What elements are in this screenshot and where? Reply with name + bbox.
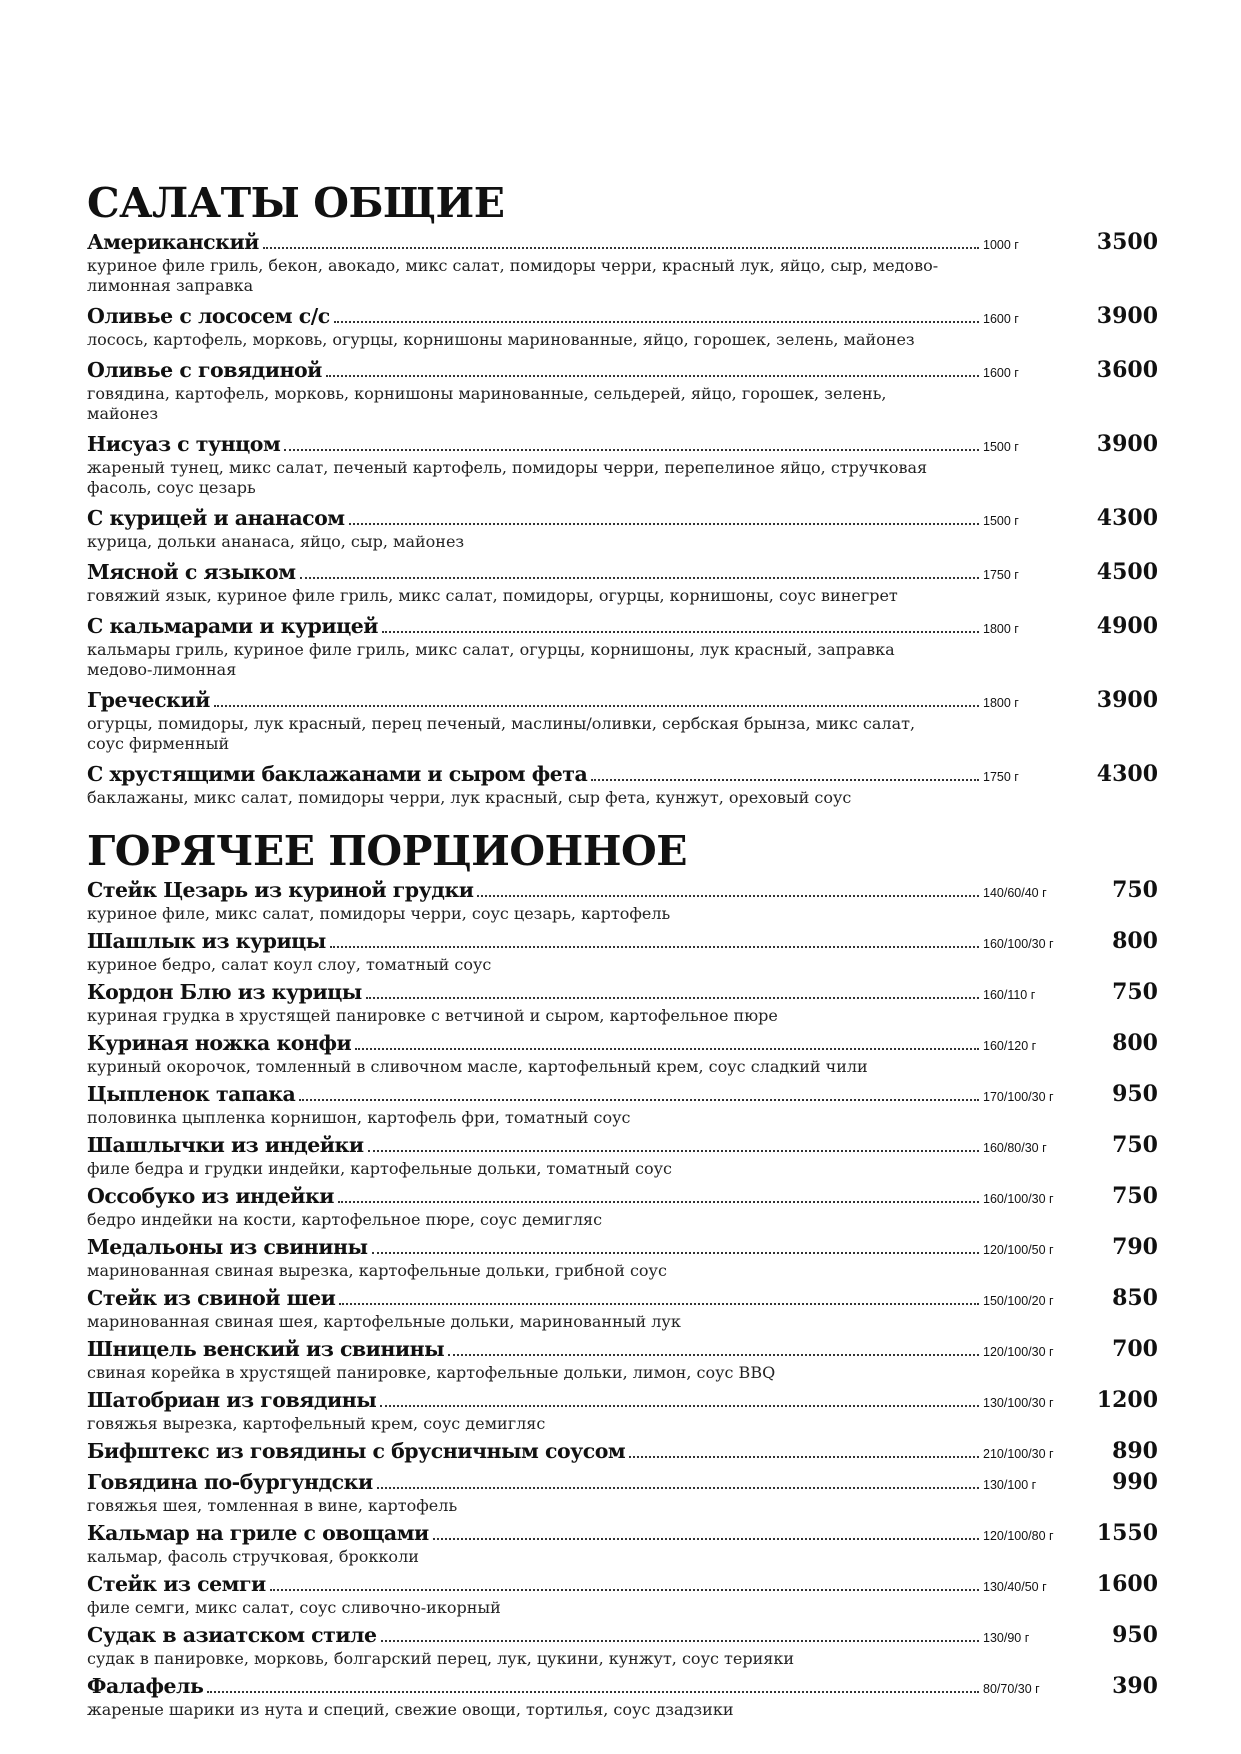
menu-item-price: 4500 — [1096, 559, 1158, 585]
menu-item-weight: 140/60/40 г — [983, 886, 1047, 900]
menu-item-line — [87, 1131, 1158, 1159]
menu-item-name: Греческий — [87, 688, 210, 712]
menu-item-price: 700 — [1112, 1336, 1158, 1362]
menu-item-description: свиная корейка в хрустящей панировке, картофельные дольки, лимон, соус BBQ — [87, 1363, 776, 1382]
dot-leader — [349, 523, 979, 525]
menu-item-line — [87, 504, 1158, 532]
dot-leader — [270, 1589, 979, 1591]
menu-item — [87, 978, 1158, 1026]
menu-item-name: Оливье с лососем с/с — [87, 304, 330, 328]
menu-item-weight: 120/100/30 г — [983, 1345, 1054, 1359]
menu-item-weight: 1750 г — [983, 770, 1019, 784]
menu-item-weight: 1000 г — [983, 238, 1019, 252]
dot-leader — [477, 895, 979, 897]
menu-item-line — [87, 430, 1158, 458]
dot-leader — [382, 631, 979, 633]
menu-item-weight: 210/100/30 г — [983, 1447, 1054, 1461]
section-title-salads: САЛАТЫ ОБЩИЕ — [87, 179, 505, 227]
menu-item-name: Медальоны из свинины — [87, 1235, 368, 1259]
menu-item-description: курица, дольки ананаса, яйцо, сыр, майонез — [87, 532, 465, 551]
menu-item — [87, 1621, 1158, 1669]
menu-item-price: 800 — [1112, 1030, 1158, 1056]
menu-item-price: 1200 — [1096, 1387, 1158, 1413]
menu-item-line — [87, 686, 1158, 714]
menu-item-line — [87, 558, 1158, 586]
menu-item-price: 1600 — [1096, 1571, 1158, 1597]
menu-item — [87, 1284, 1158, 1332]
menu-item-price: 3900 — [1096, 303, 1158, 329]
dot-leader — [591, 779, 979, 781]
menu-item — [87, 356, 1158, 424]
menu-item-weight: 80/70/30 г — [983, 1682, 1040, 1696]
menu-item-name: Куриная ножка конфи — [87, 1031, 352, 1055]
menu-item-line — [87, 927, 1158, 955]
menu-item-line — [87, 1519, 1158, 1547]
menu-item — [87, 927, 1158, 975]
menu-item-line — [87, 876, 1158, 904]
menu-item-weight: 160/100/30 г — [983, 937, 1054, 951]
menu-item-name: Шашлык из курицы — [87, 929, 326, 953]
menu-item-weight: 130/100 г — [983, 1478, 1037, 1492]
menu-item-price: 990 — [1112, 1469, 1158, 1495]
dot-leader — [299, 1099, 979, 1101]
menu-item-line — [87, 1284, 1158, 1312]
menu-item-price: 950 — [1112, 1622, 1158, 1648]
menu-item-price: 3600 — [1096, 357, 1158, 383]
dot-leader — [207, 1691, 979, 1693]
menu-item — [87, 1335, 1158, 1383]
dot-leader — [372, 1252, 979, 1254]
dot-leader — [355, 1048, 979, 1050]
dot-leader — [629, 1456, 979, 1458]
menu-item-price: 4900 — [1096, 613, 1158, 639]
menu-item-description: говяжья шея, томленная в вине, картофель — [87, 1496, 458, 1515]
menu-item-weight: 120/100/80 г — [983, 1529, 1054, 1543]
menu-item — [87, 558, 1158, 606]
hot-dishes-item-list — [87, 876, 1158, 1720]
menu-item-weight: 130/40/50 г — [983, 1580, 1047, 1594]
menu-item-name: С кальмарами и курицей — [87, 614, 378, 638]
menu-item-name: Оливье с говядиной — [87, 358, 322, 382]
menu-item-price: 4300 — [1096, 505, 1158, 531]
menu-item — [87, 1029, 1158, 1077]
menu-item — [87, 1570, 1158, 1618]
menu-item-description: жареные шарики из нута и специй, свежие овощи, тортилья, соус дзадзики — [87, 1700, 734, 1719]
menu-item-description: куриная грудка в хрустящей панировке с ветчиной и сыром, картофельное пюре — [87, 1006, 778, 1025]
menu-item-weight: 160/100/30 г — [983, 1192, 1054, 1206]
menu-item — [87, 430, 1158, 498]
menu-item-description: говяжий язык, куриное филе гриль, микс салат, помидоры, огурцы, корнишоны, соус винегрет — [87, 586, 898, 605]
dot-leader — [330, 946, 979, 948]
menu-item-description: маринованная свиная шея, картофельные дольки, маринованный лук — [87, 1312, 681, 1331]
menu-item-line — [87, 1468, 1158, 1496]
menu-item-price: 750 — [1112, 877, 1158, 903]
menu-item-price: 750 — [1112, 1183, 1158, 1209]
menu-item — [87, 686, 1158, 754]
menu-item-weight: 1600 г — [983, 366, 1019, 380]
menu-item-description: кальмар, фасоль стручковая, брокколи — [87, 1547, 419, 1566]
menu-item-weight: 160/80/30 г — [983, 1141, 1047, 1155]
menu-item-name: Оссобуко из индейки — [87, 1184, 334, 1208]
menu-item-price: 390 — [1112, 1673, 1158, 1699]
menu-item — [87, 1233, 1158, 1281]
dot-leader — [284, 449, 979, 451]
menu-item — [87, 1437, 1158, 1465]
menu-item-line — [87, 1437, 1158, 1465]
menu-item-line — [87, 1182, 1158, 1210]
menu-item-description: филе бедра и грудки индейки, картофельные дольки, томатный соус — [87, 1159, 672, 1178]
menu-item-name: Стейк Цезарь из куриной грудки — [87, 878, 474, 902]
menu-item — [87, 1519, 1158, 1567]
menu-item-price: 890 — [1112, 1438, 1158, 1464]
dot-leader — [263, 247, 979, 249]
menu-item — [87, 1182, 1158, 1230]
menu-item-line — [87, 612, 1158, 640]
menu-item-description: говядина, картофель, морковь, корнишоны маринованные, сельдерей, яйцо, горошек, зелень, майонез — [87, 384, 887, 423]
section-title-hot-dishes: ГОРЯЧЕЕ ПОРЦИОННОЕ — [87, 827, 687, 875]
menu-item-description: маринованная свиная вырезка, картофельные дольки, грибной соус — [87, 1261, 667, 1280]
dot-leader — [377, 1487, 979, 1489]
dot-leader — [380, 1405, 979, 1407]
menu-item-line — [87, 1386, 1158, 1414]
menu-item-weight: 1600 г — [983, 312, 1019, 326]
menu-item — [87, 1080, 1158, 1128]
salads-item-list — [87, 228, 1158, 808]
menu-item — [87, 760, 1158, 808]
dot-leader — [366, 997, 979, 999]
menu-item-name: Нисуаз с тунцом — [87, 432, 281, 456]
dot-leader — [339, 1303, 979, 1305]
menu-item-name: С курицей и ананасом — [87, 506, 345, 530]
menu-page — [87, 178, 1158, 1723]
menu-item-weight: 1500 г — [983, 440, 1019, 454]
menu-item-line — [87, 356, 1158, 384]
menu-item-weight: 130/90 г — [983, 1631, 1030, 1645]
menu-item-weight: 150/100/20 г — [983, 1294, 1054, 1308]
menu-item-name: Шашлычки из индейки — [87, 1133, 364, 1157]
menu-item-name: Кальмар на гриле с овощами — [87, 1521, 429, 1545]
dot-leader — [338, 1201, 979, 1203]
menu-item-description: куриное бедро, салат коул слоу, томатный соус — [87, 955, 492, 974]
menu-item-line — [87, 1621, 1158, 1649]
menu-item-price: 4300 — [1096, 761, 1158, 787]
menu-item-price: 3900 — [1096, 687, 1158, 713]
menu-item-name: Стейк из свиной шеи — [87, 1286, 336, 1310]
dot-leader — [433, 1538, 979, 1540]
menu-item-weight: 1500 г — [983, 514, 1019, 528]
menu-item-description: лосось, картофель, морковь, огурцы, корнишоны маринованные, яйцо, горошек, зелень, майонез — [87, 330, 915, 349]
menu-item-line — [87, 1335, 1158, 1363]
menu-item-price: 3900 — [1096, 431, 1158, 457]
dot-leader — [368, 1150, 979, 1152]
menu-item-name: Шатобриан из говядины — [87, 1388, 377, 1412]
menu-item-line — [87, 302, 1158, 330]
dot-leader — [381, 1640, 979, 1642]
menu-item-line — [87, 1029, 1158, 1057]
dot-leader — [300, 577, 979, 579]
menu-item-line — [87, 760, 1158, 788]
menu-item-line — [87, 978, 1158, 1006]
menu-item-price: 800 — [1112, 928, 1158, 954]
menu-item — [87, 228, 1158, 296]
menu-item-description: кальмары гриль, куриное филе гриль, микс салат, огурцы, корнишоны, лук красный, заправка медово-лимонная — [87, 640, 895, 679]
menu-item-weight: 1800 г — [983, 622, 1019, 636]
menu-item-description: куриное филе гриль, бекон, авокадо, микс салат, помидоры черри, красный лук, яйцо, сыр, медово-лимонная заправка — [87, 256, 939, 295]
menu-item-description: филе семги, микс салат, соус сливочно-икорный — [87, 1598, 501, 1617]
menu-item-description: баклажаны, микс салат, помидоры черри, лук красный, сыр фета, кунжут, ореховый соус — [87, 788, 852, 807]
menu-item-weight: 120/100/50 г — [983, 1243, 1054, 1257]
section-salads — [87, 178, 1158, 808]
menu-item-line — [87, 228, 1158, 256]
menu-item-name: Говядина по-бургундски — [87, 1470, 373, 1494]
menu-item-weight: 130/100/30 г — [983, 1396, 1054, 1410]
menu-item-name: Американский — [87, 230, 259, 254]
menu-item-price: 850 — [1112, 1285, 1158, 1311]
menu-item-price: 3500 — [1096, 229, 1158, 255]
menu-item-line — [87, 1672, 1158, 1700]
menu-item-weight: 1750 г — [983, 568, 1019, 582]
menu-item-weight: 1800 г — [983, 696, 1019, 710]
dot-leader — [334, 321, 979, 323]
menu-item-name: Цыпленок тапака — [87, 1082, 296, 1106]
menu-item-name: Фалафель — [87, 1674, 204, 1698]
menu-item-description: куриный окорочок, томленный в сливочном масле, картофельный крем, соус сладкий чили — [87, 1057, 868, 1076]
menu-item-line — [87, 1233, 1158, 1261]
menu-item-description: половинка цыпленка корнишон, картофель фри, томатный соус — [87, 1108, 631, 1127]
menu-item — [87, 1468, 1158, 1516]
menu-item-description: говяжья вырезка, картофельный крем, соус демигляс — [87, 1414, 546, 1433]
menu-item-description: жареный тунец, микс салат, печеный картофель, помидоры черри, перепелиное яйцо, стручковая фасоль, соус цезарь — [87, 458, 928, 497]
menu-item-weight: 160/110 г — [983, 988, 1036, 1002]
menu-item-name: Стейк из семги — [87, 1572, 266, 1596]
menu-item — [87, 612, 1158, 680]
menu-item — [87, 504, 1158, 552]
dot-leader — [214, 705, 979, 707]
menu-item-weight: 170/100/30 г — [983, 1090, 1054, 1104]
menu-item-price: 750 — [1112, 979, 1158, 1005]
menu-item-name: Бифштекс из говядины с брусничным соусом — [87, 1439, 626, 1463]
menu-item — [87, 1672, 1158, 1720]
menu-item-price: 750 — [1112, 1132, 1158, 1158]
menu-item-price: 790 — [1112, 1234, 1158, 1260]
menu-item-description: огурцы, помидоры, лук красный, перец печеный, маслины/оливки, сербская брынза, микс салат, соус фирменный — [87, 714, 916, 753]
menu-item-weight: 160/120 г — [983, 1039, 1037, 1053]
menu-item-line — [87, 1080, 1158, 1108]
menu-item-description: куриное филе, микс салат, помидоры черри, соус цезарь, картофель — [87, 904, 671, 923]
menu-item-description: бедро индейки на кости, картофельное пюре, соус демигляс — [87, 1210, 603, 1229]
menu-item-price: 1550 — [1096, 1520, 1158, 1546]
menu-item-name: Мясной с языком — [87, 560, 296, 584]
section-hot-dishes — [87, 826, 1158, 1720]
dot-leader — [448, 1354, 979, 1356]
menu-item — [87, 876, 1158, 924]
menu-item — [87, 1131, 1158, 1179]
menu-item-price: 950 — [1112, 1081, 1158, 1107]
menu-item — [87, 1386, 1158, 1434]
menu-item-line — [87, 1570, 1158, 1598]
menu-item-name: С хрустящими баклажанами и сыром фета — [87, 762, 588, 786]
menu-item-name: Кордон Блю из курицы — [87, 980, 362, 1004]
menu-item-description: судак в панировке, морковь, болгарский перец, лук, цукини, кунжут, соус терияки — [87, 1649, 795, 1668]
menu-item — [87, 302, 1158, 350]
menu-item-name: Судак в азиатском стиле — [87, 1623, 377, 1647]
menu-item-name: Шницель венский из свинины — [87, 1337, 445, 1361]
dot-leader — [326, 375, 979, 377]
